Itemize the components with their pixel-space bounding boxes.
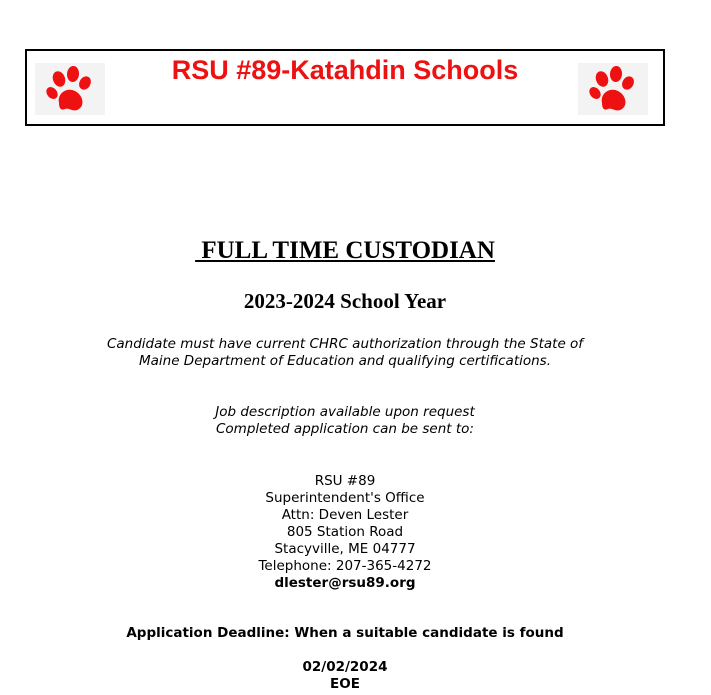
email-link[interactable]: dlester@rsu89.org [274,575,416,591]
application-deadline: Application Deadline: When a suitable candidate is found [126,625,564,641]
eoe-label: EOE [330,676,360,692]
footer [0,659,690,693]
paw-print-icon [578,63,648,115]
header-banner [25,49,665,126]
mailing-address [0,473,690,592]
address-office: Superintendent's Office [265,490,425,506]
address-org: RSU #89 [314,473,376,489]
requirement-line: Candidate must have current CHRC authorization through the State of [106,336,584,352]
jobdesc-line: Completed application can be sent to: [216,421,474,437]
address-city: Stacyville, ME 04777 [274,541,416,557]
requirements-text [0,336,690,370]
job-description-note [0,404,690,438]
address-attn: Attn: Deven Lester [281,507,409,523]
school-year: 2023-2024 School Year [243,289,447,313]
address-telephone: Telephone: 207-365-4272 [258,558,432,574]
job-title: FULL TIME CUSTODIAN [195,237,495,264]
address-street: 805 Station Road [286,524,404,540]
posting-date: 02/02/2024 [302,659,388,675]
header-title: RSU #89-Katahdin Schools [171,55,519,85]
jobdesc-line: Job description available upon request [215,404,475,420]
requirement-line: Maine Department of Education and qualifying certifications. [138,353,552,369]
